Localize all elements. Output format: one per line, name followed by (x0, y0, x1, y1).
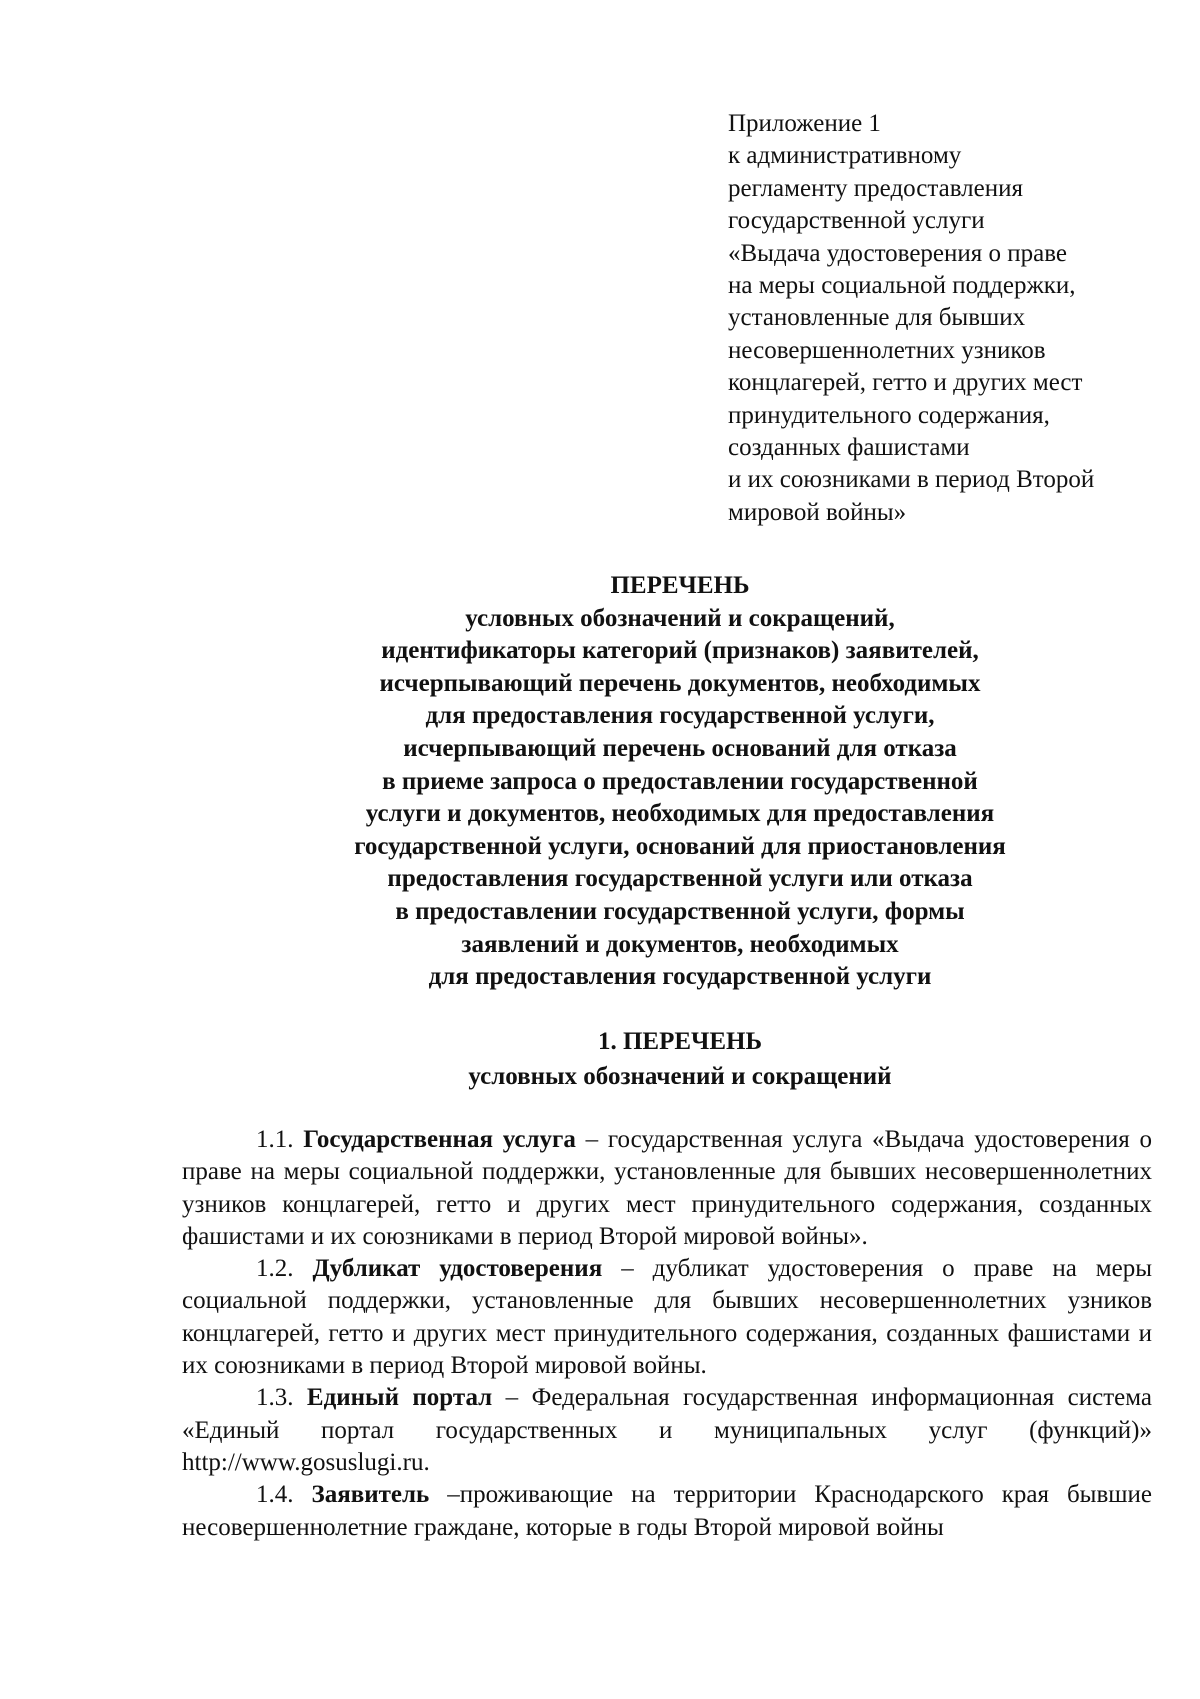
appendix-line: несовершеннолетних узников (728, 336, 1046, 364)
defined-term: Единый портал (306, 1384, 493, 1412)
section-1-heading (180, 1024, 1180, 1094)
section-1-body (182, 1124, 1152, 1544)
paragraph-number: 1.2. (256, 1255, 294, 1283)
title-line: предоставления государственной услуги или отказа (387, 865, 973, 893)
definition-paragraph (182, 1124, 1152, 1253)
appendix-line: установленные для бывших (728, 304, 1026, 332)
paragraph-number: 1.3. (256, 1384, 294, 1412)
document-title (180, 570, 1180, 994)
appendix-line: созданных фашистами (728, 434, 970, 462)
section-subtitle: условных обозначений и сокращений (468, 1063, 892, 1090)
appendix-line: на меры социальной поддержки, (728, 272, 1076, 300)
appendix-reference (728, 108, 1168, 529)
title-line: для предоставления государственной услуги (428, 963, 932, 991)
appendix-line: регламенту предоставления (728, 174, 1024, 202)
title-line: ПЕРЕЧЕНЬ (610, 572, 750, 599)
appendix-line: к административному (728, 142, 962, 170)
title-line: для предоставления государственной услуги, (425, 702, 935, 730)
appendix-line: «Выдача удостоверения о праве (728, 239, 1068, 267)
definition-paragraph (182, 1253, 1152, 1382)
paragraph-number: 1.4. (256, 1481, 294, 1509)
appendix-line: принудительного содержания, (728, 401, 1050, 429)
definition-paragraph (182, 1479, 1152, 1544)
appendix-line: Приложение 1 (728, 110, 881, 137)
definition-text: – дубликат удостоверения о праве на меры социальной поддержки, установленные для бывших несовершеннолетних узников концлагерей, гетто и других мест принудительного содержания, созданных фашистами и их союзниками в период Второй мировой войны. (182, 1255, 1153, 1380)
appendix-line: государственной услуги (728, 207, 985, 235)
title-line: государственной услуги, оснований для приостановления (354, 832, 1006, 860)
title-line: в предоставлении государственной услуги, формы (395, 897, 965, 925)
title-line: условных обозначений и сокращений, (465, 604, 895, 632)
title-line: заявлений и документов, необходимых (461, 930, 899, 958)
title-line: исчерпывающий перечень документов, необходимых (379, 669, 981, 697)
definition-paragraph (182, 1382, 1152, 1479)
appendix-line: концлагерей, гетто и других мест (728, 369, 1083, 397)
definition-text: – государственная услуга «Выдача удостоверения о праве на меры социальной поддержки, установленные для бывших несовершеннолетних узников концлагерей, гетто и других мест принудительного содержания, созданных фашистами и их союзниками в период Второй мировой войны». (182, 1126, 1153, 1250)
title-line: исчерпывающий перечень оснований для отказа (403, 734, 957, 762)
paragraph-number: 1.1. (256, 1126, 294, 1153)
defined-term: Дубликат удостоверения (312, 1255, 603, 1283)
appendix-line: и их союзниками в период Второй (728, 466, 1095, 494)
defined-term: Государственная услуга (303, 1126, 576, 1153)
defined-term: Заявитель (311, 1481, 430, 1509)
title-line: в приеме запроса о предоставлении государственной (382, 767, 978, 795)
title-line: идентификаторы категорий (признаков) заявителей, (381, 637, 979, 665)
definition-text: –проживающие на территории Краснодарского края бывшие несовершеннолетние граждане, которые в годы Второй мировой войны (182, 1481, 1153, 1541)
title-line: услуги и документов, необходимых для предоставления (365, 800, 995, 828)
definition-text: – Федеральная государственная информационная система «Единый портал государственных и муниципальных услуг (функций)» http://www.gosuslugi.ru. (182, 1384, 1152, 1476)
section-title: 1. ПЕРЕЧЕНЬ (597, 1028, 763, 1055)
appendix-line: мировой войны» (728, 498, 907, 526)
